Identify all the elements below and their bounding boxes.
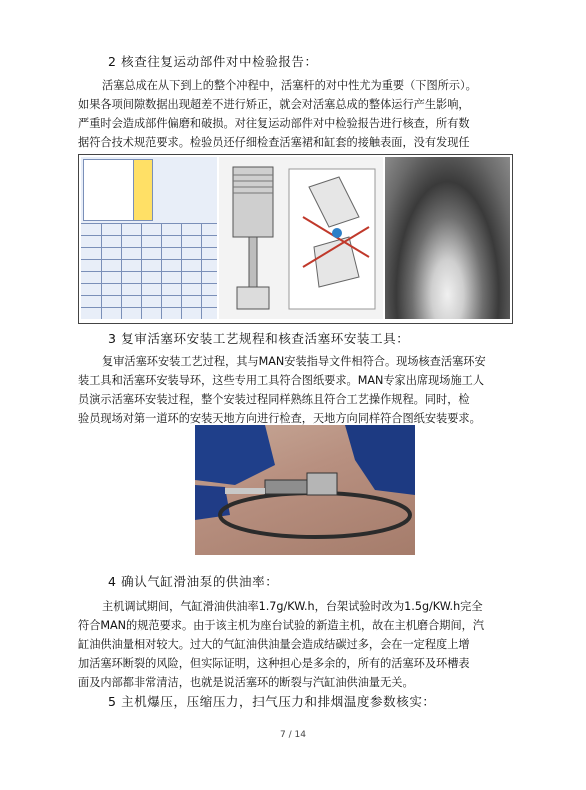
- paragraph-line: 活塞总成在从下到上的整个冲程中，活塞杆的对中性尤为重要（下图所示）。: [102, 79, 477, 92]
- paragraph-line: 主机调试期间，气缸滑油供油率1.7g/KW.h，台架试验时改为1.5g/KW.h完全: [102, 600, 483, 613]
- clearance-data-table-image: [81, 157, 217, 319]
- section-2-heading: 2 核查往复运动部件对中检验报告：: [108, 54, 318, 69]
- measurement-point-marker: [332, 228, 342, 238]
- table-gridline: [201, 223, 202, 319]
- paragraph-line: 员演示活塞环安装过程，整个安装过程同样熟练且符合工艺操作规程。同时，检: [78, 393, 470, 406]
- piston-alignment-diagram: [219, 157, 383, 319]
- paragraph-line: 符合MAN的规范要求。由于该主机为座台试验的新造主机，故在主机磨合期间，汽: [78, 619, 485, 632]
- paragraph-line: 复审活塞环安装工艺过程，其与MAN安装指导文件相符合。现场核查活塞环安: [102, 355, 486, 368]
- section-3-paragraph: [78, 352, 510, 428]
- paragraph-line: 据符合技术规范要求。检验员还仔细检查活塞裙和缸套的接触表面，没有发现任: [78, 136, 470, 149]
- paragraph-line: 验员现场对第一道环的安装天地方向进行检查，天地方向同样符合图纸安装要求。: [78, 412, 481, 425]
- section-3-heading: 3 复审活塞环安装工艺规程和核查活塞环安装工具：: [108, 331, 410, 346]
- paragraph-line: 装工具和活塞环安装导环，这些专用工具符合图纸要求。MAN专家出席现场施工人: [78, 374, 485, 387]
- page-number: 7 / 14: [280, 730, 306, 740]
- table-gridline: [141, 223, 142, 319]
- alignment-figure: [78, 154, 513, 324]
- paragraph-line: 面及内部都非常清洁，也就是说活塞环的断裂与汽缸油供油量无关。: [78, 676, 414, 689]
- table-gridline: [181, 223, 182, 319]
- piston-crown-shape: [233, 167, 273, 237]
- piston-rod-shape: [249, 237, 257, 287]
- table-header-block: [83, 159, 135, 221]
- section-4-paragraph: [78, 597, 510, 692]
- paragraph-line: 加活塞环断裂的风险，但实际证明，这种担心是多余的，所有的活塞环及环槽表: [78, 657, 470, 670]
- table-highlight-values: [133, 159, 153, 221]
- table-gridline: [161, 223, 162, 319]
- table-gridline: [101, 223, 102, 319]
- paragraph-line: 如果各项间隙数据出现超差不进行矫正，就会对活塞总成的整体运行产生影响，: [78, 98, 470, 111]
- section-5-heading: 5 主机爆压，压缩压力，扫气压力和排烟温度参数核实：: [108, 694, 436, 709]
- table-gridline: [121, 223, 122, 319]
- paragraph-line: 缸油供油量相对较大。过大的气缸油供油量会造成结碳过多，会在一定程度上增: [78, 638, 470, 651]
- crosshead-shape: [237, 287, 269, 309]
- cylinder-liner-photo: [385, 157, 510, 319]
- paragraph-line: 严重时会造成部件偏磨和破损。对往复运动部件对中检验报告进行核查，所有数: [78, 117, 470, 130]
- section-4-heading: 4 确认气缸滑油泵的供油率：: [108, 574, 279, 589]
- piston-ring-installation-photo: [195, 425, 415, 555]
